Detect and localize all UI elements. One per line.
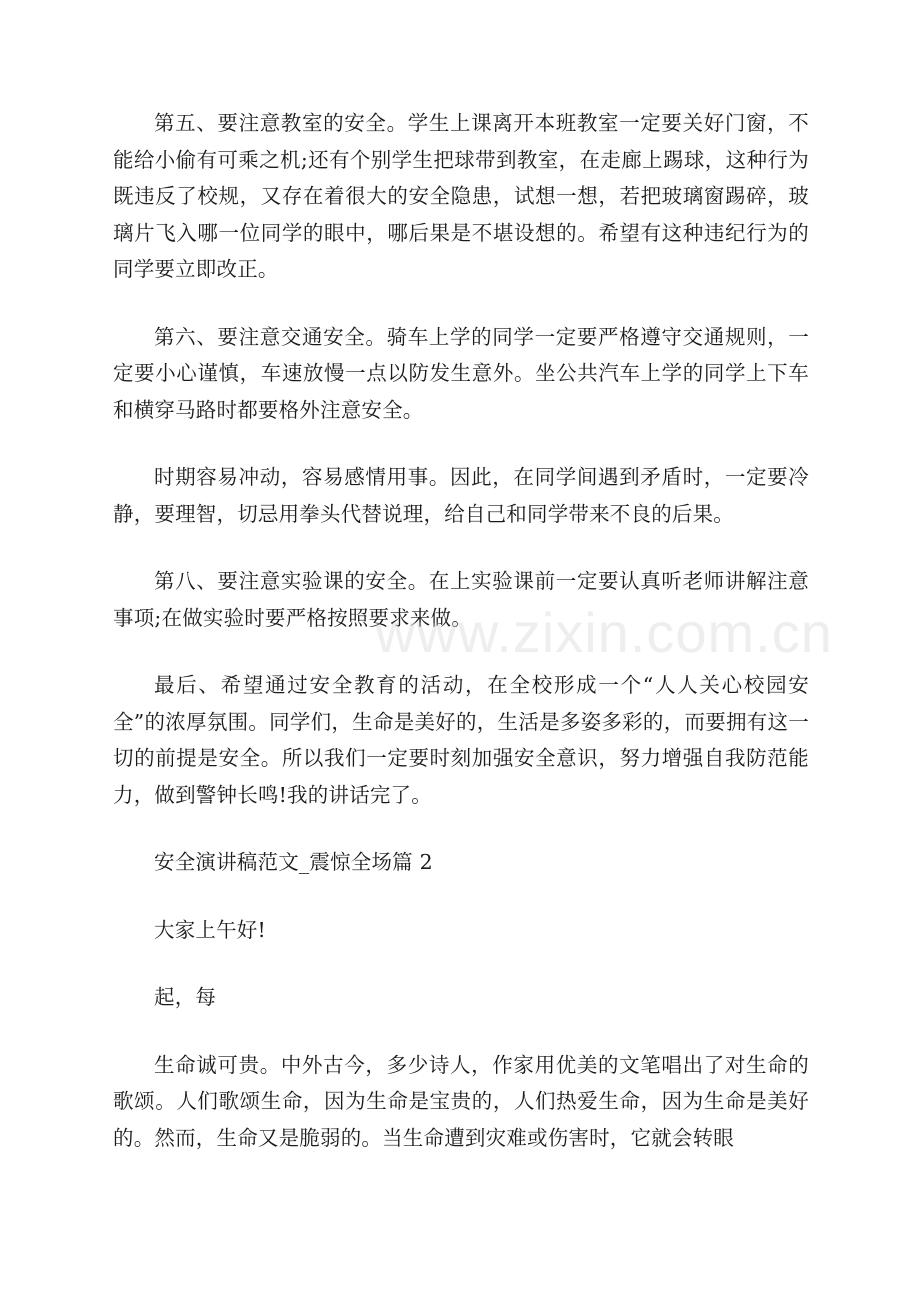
greeting: 大家上午好! bbox=[154, 917, 266, 942]
paragraph-section-6: 第六、要注意交通安全。骑车上学的同学一定要严格遵守交通规则，一定要小心谨慎，车速放慢一点以防发生意外。坐公共汽车上学的同学上下车和横穿马路时都要格外注意安全。 bbox=[113, 324, 809, 422]
watermark: www.zixin.com.cn bbox=[375, 601, 833, 664]
speech-title-2: 安全演讲稿范文_震惊全场篇 2 bbox=[154, 850, 433, 874]
fragment-line: 起，每 bbox=[154, 985, 217, 1009]
paragraph-life: 生命诚可贵。中外古今，多少诗人，作家用优美的文笔唱出了对生命的歌颂。人们歌颂生命，因为生命是宝贵的，人们热爱生命，因为生命是美好的。然而，生命又是脆弱的。当生命遭到灾难或伤害时，它就会转眼 bbox=[113, 1052, 809, 1150]
paragraph-section-5: 第五、要注意教室的安全。学生上课离开本班教室一定要关好门窗，不能给小偷有可乘之机;还有个别学生把球带到教室，在走廊上踢球，这种行为既违反了校规，又存在着很大的安全隐患，试想一想，若把玻璃窗踢碎，玻璃片飞入哪一位同学的眼中，哪后果是不堪设想的。希望有这种违纪行为的同学要立即改正。 bbox=[113, 111, 809, 281]
paragraph-section-7: 时期容易冲动，容易感情用事。因此，在同学间遇到矛盾时，一定要冷静，要理智，切忌用拳头代替说理，给自己和同学带来不良的后果。 bbox=[113, 465, 809, 526]
document-body bbox=[113, 105, 809, 1187]
paragraph-conclusion: 最后、希望通过安全教育的活动，在全校形成一个“人人关心校园安全”的浓厚氛围。同学们，生命是美好的，生活是多姿多彩的，而要拥有这一切的前提是安全。所以我们一定要时刻加强安全意识，努力增强自我防范能力，做到警钟长鸣!我的讲话完了。 bbox=[113, 673, 809, 807]
paragraph-section-8: 第八、要注意实验课的安全。在上实验课前一定要认真听老师讲解注意事项;在做实验时要严格按照要求来做。 bbox=[113, 569, 809, 630]
